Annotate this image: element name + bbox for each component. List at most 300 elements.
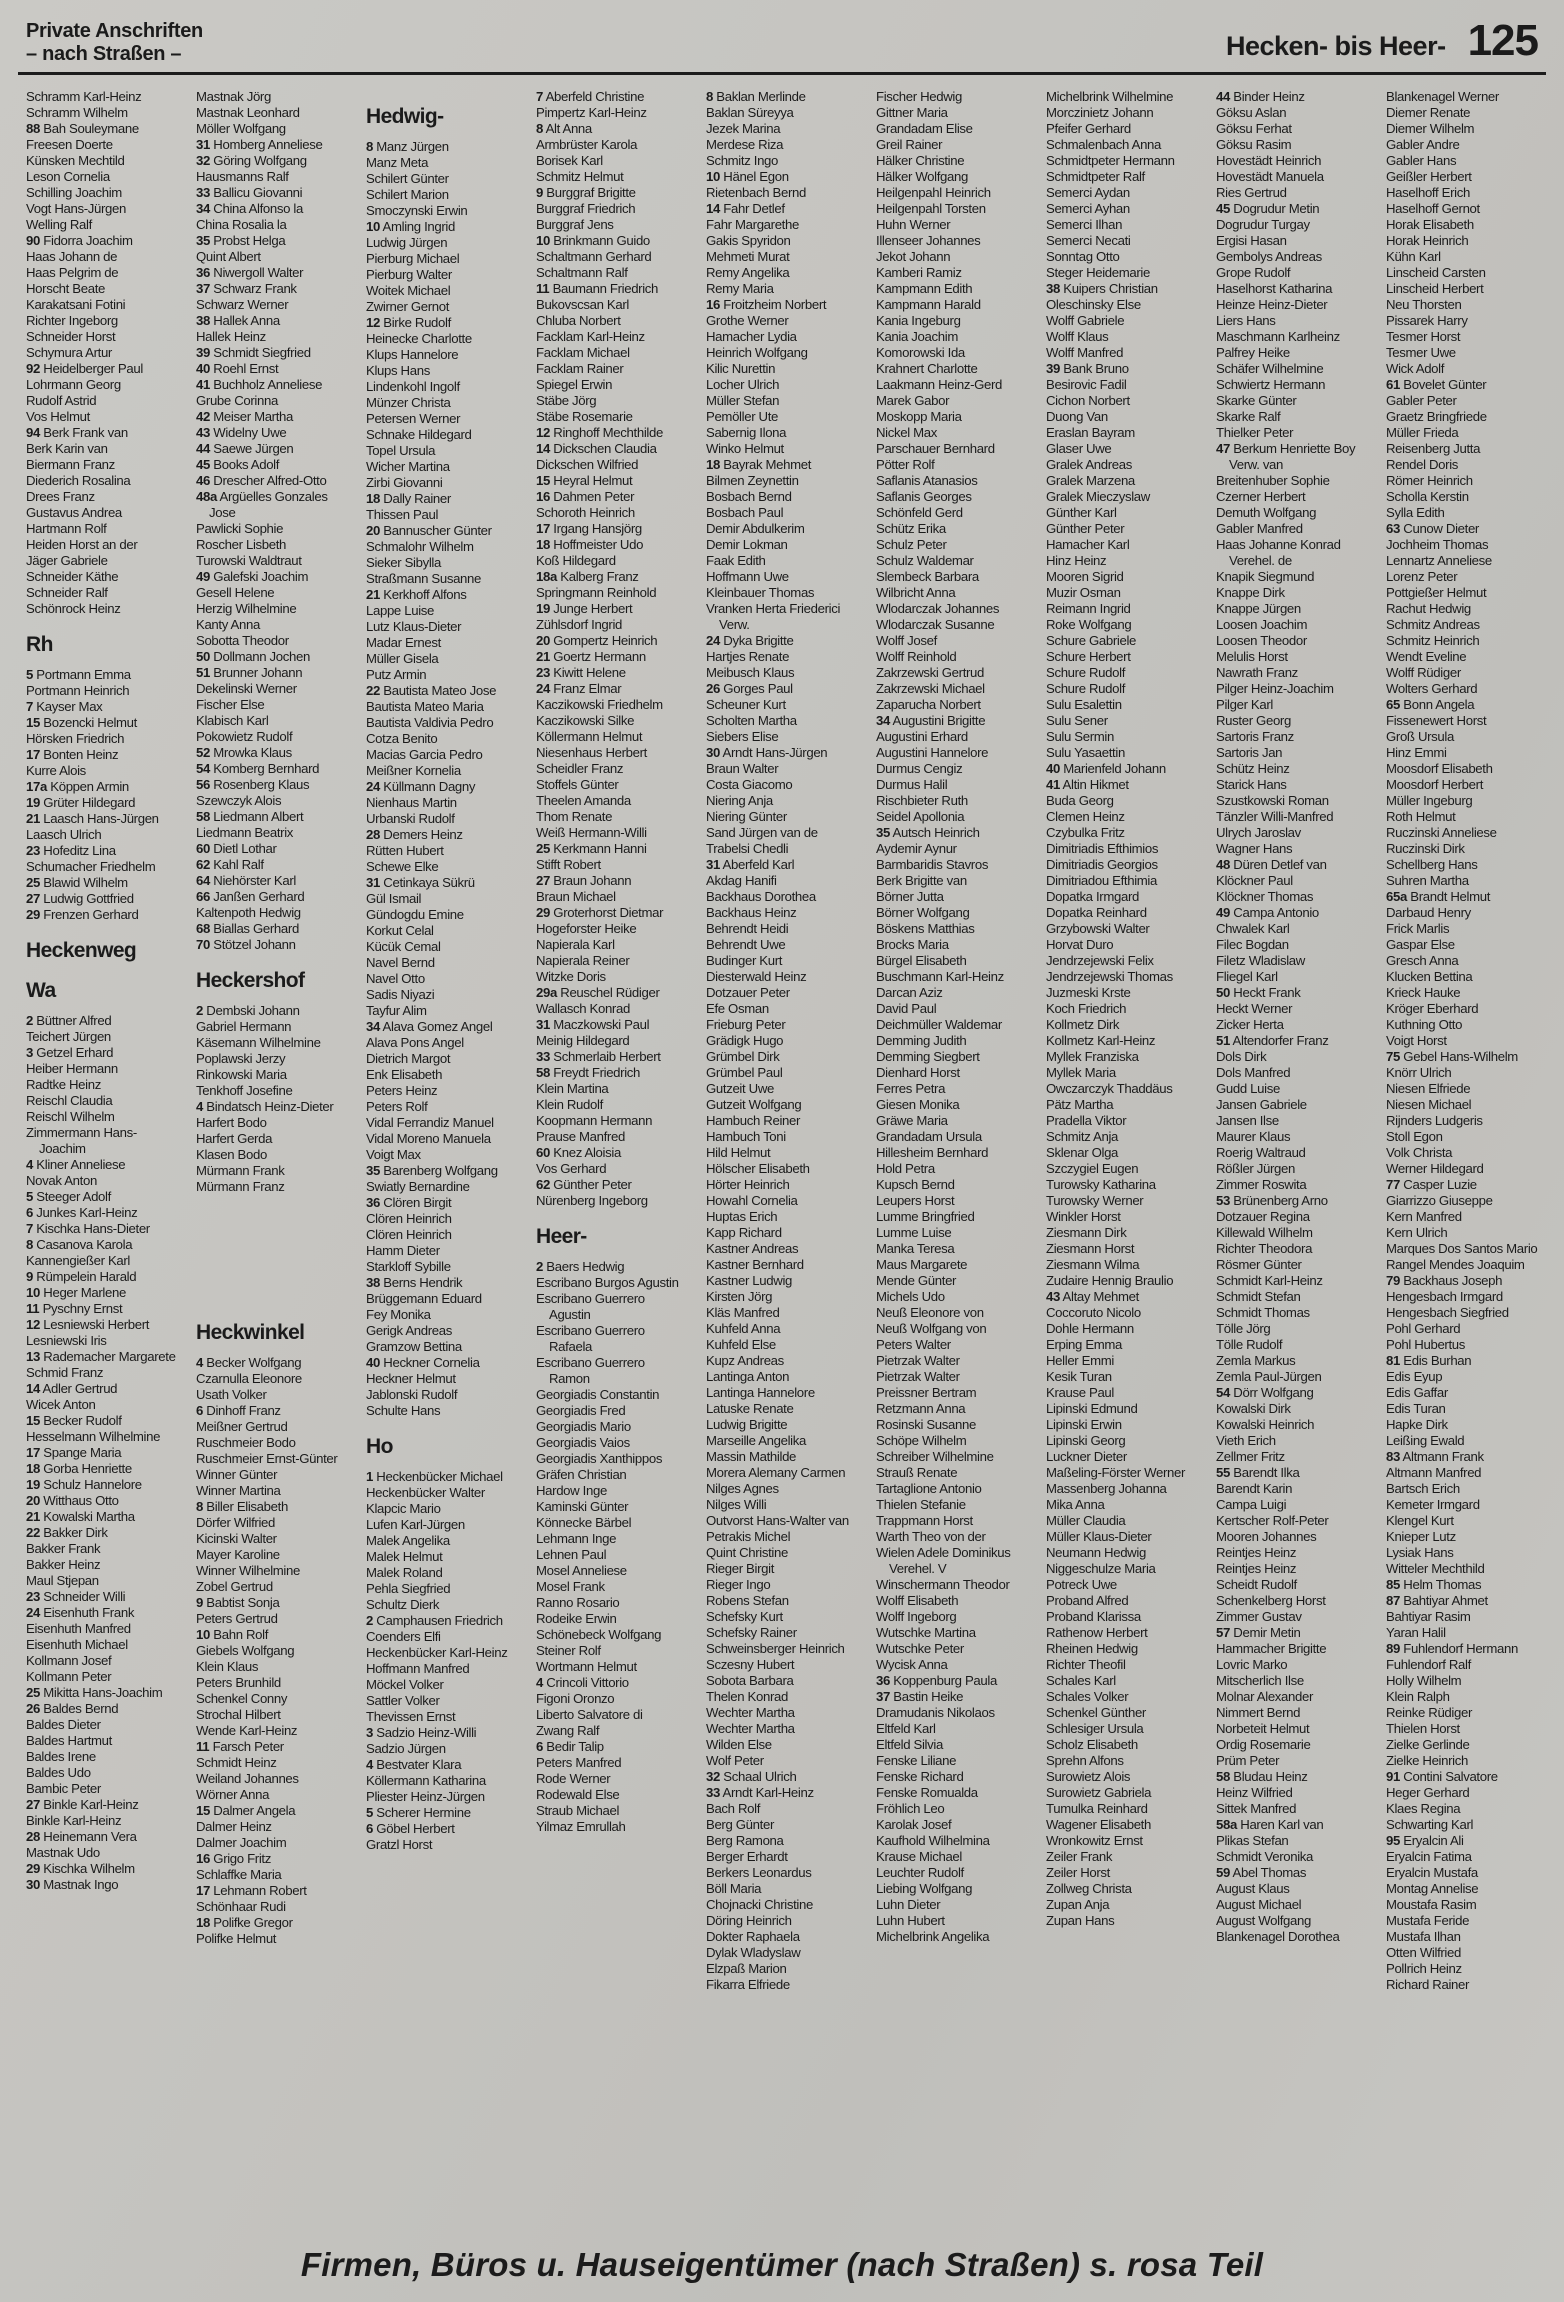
directory-entry: 26 Baldes Bernd [26,1701,119,1716]
footer-note: Firmen, Büros u. Hauseigentümer (nach Straßen) s. rosa Teil [300,2246,1264,2283]
directory-entry: Dietrich Margot [366,1051,451,1066]
house-number: 28 [26,1829,40,1844]
directory-entry: 15 Heyral Helmut [536,473,633,488]
house-number: 16 [196,1851,210,1866]
directory-entry: Sklenar Olga [1046,1145,1119,1160]
directory-entry: August Klaus [1216,1881,1290,1896]
house-number: 54 [196,761,210,776]
directory-entry: Graetz Bringfriede [1386,409,1487,424]
directory-entry: Vidal Ferrandiz Manuel [366,1115,494,1130]
directory-entry: Eraslan Bayram [1046,425,1135,440]
directory-entry: Rijnders Ludgeris [1386,1113,1483,1128]
directory-entry: Plikas Stefan [1216,1833,1289,1848]
directory-entry: Scholla Kerstin [1386,489,1469,504]
house-number: 29a [536,985,557,1000]
directory-entry: Meibusch Klaus [706,665,795,680]
directory-entry: 8 Baklan Merlinde [706,89,806,104]
house-number: 10 [706,169,720,184]
directory-entry: Rode Werner [536,1771,611,1786]
directory-entry: 29 Frenzen Gerhard [26,907,139,922]
directory-entry: Vranken Herta Friederici Verw. [706,601,841,632]
directory-entry: Jendrzejewski Thomas [1046,969,1173,984]
house-number: 9 [536,185,543,200]
house-number: 11 [196,1739,210,1754]
house-number: 8 [536,121,543,136]
directory-entry: Wagner Hans [1216,841,1293,856]
house-number: 31 [536,1017,550,1032]
directory-entry: Schaltmann Ralf [536,265,628,280]
house-number: 24 [26,1605,40,1620]
directory-entry: 62 Günther Peter [536,1177,632,1192]
directory-entry: Oleschinsky Else [1046,297,1141,312]
house-number: 10 [366,219,380,234]
directory-entry: Michelbrink Angelika [876,1929,990,1944]
directory-entry: Sand Jürgen van de [706,825,818,840]
house-number: 87 [1386,1593,1400,1608]
directory-entry: Hengesbach Siegfried [1386,1305,1509,1320]
directory-entry: 53 Brünenberg Arno [1216,1193,1328,1208]
directory-entry: 24 Dyka Brigitte [706,633,794,648]
directory-entry: Escribano Burgos Agustin [536,1275,679,1290]
directory-entry: 6 Göbel Herbert [366,1821,455,1836]
directory-entry: Schilert Marion [366,187,449,202]
directory-entry: Reintjes Heinz [1216,1545,1297,1560]
directory-entry: Hardow Inge [536,1483,607,1498]
directory-entry: Edis Eyup [1386,1369,1443,1384]
directory-entry: Roscher Lisbeth [196,537,287,552]
directory-entry: Czerner Herbert [1216,489,1306,504]
directory-entry: Merdese Riza [706,137,784,152]
directory-entry: Grädigk Hugo [706,1033,784,1048]
directory-entry: Knappe Jürgen [1216,601,1301,616]
directory-entry: Winner Günter [196,1467,278,1482]
directory-entry: Ruschmeier Bodo [196,1435,296,1450]
directory-entry: 24 Eisenhuth Frank [26,1605,135,1620]
directory-entry: 17 Spange Maria [26,1445,122,1460]
directory-entry: Urbanski Rudolf [366,811,455,826]
directory-entry: Zakrzewski Gertrud [876,665,985,680]
directory-entry: Kertscher Rolf-Peter [1216,1513,1329,1528]
directory-entry: 95 Eryalcin Ali [1386,1833,1464,1848]
directory-entry: Deichmüller Waldemar [876,1017,1002,1032]
directory-entry: Hesselmann Wilhelmine [26,1429,161,1444]
directory-entry: Lehmann Inge [536,1531,617,1546]
house-number: 15 [26,715,40,730]
directory-entry: Rendel Doris [1386,457,1459,472]
directory-entry: Vidal Moreno Manuela [366,1131,491,1146]
directory-entry: Bukovscsan Karl [536,297,629,312]
directory-entry: 21 Goertz Hermann [536,649,646,664]
house-number: 42 [196,409,210,424]
directory-entry: Schmalenbach Anna [1046,137,1162,152]
directory-entry: Maßeling-Förster Werner [1046,1465,1186,1480]
house-number: 81 [1386,1353,1400,1368]
directory-entry: Dramudanis Nikolaos [876,1705,995,1720]
directory-entry: 66 Janßen Gerhard [196,889,305,904]
directory-entry: 60 Dietl Lothar [196,841,277,856]
directory-entry: Sprehn Alfons [1046,1753,1124,1768]
directory-entry: Rudolf Astrid [26,393,97,408]
directory-entry: 92 Heidelberger Paul [26,361,143,376]
directory-entry: Hörsken Friedrich [26,731,125,746]
directory-entry: Polifke Helmut [196,1931,277,1946]
directory-entry: Diemer Wilhelm [1386,121,1475,136]
directory-entry: Korkut Celal [366,923,434,938]
directory-entry: Georgiadis Mario [536,1419,631,1434]
directory-entry: Armbrüster Karola [536,137,638,152]
house-number: 20 [536,633,550,648]
directory-entry: Wörner Anna [196,1787,270,1802]
directory-entry: Maurer Klaus [1216,1129,1291,1144]
directory-entry: 21 Kerkhoff Alfons [366,587,467,602]
directory-entry: Wende Karl-Heinz [196,1723,298,1738]
directory-entry: Darcan Aziz [876,985,943,1000]
directory-entry: Neu Thorsten [1386,297,1462,312]
directory-entry: Böskens Matthias [876,921,975,936]
directory-entry: Turowsky Katharina [1046,1177,1156,1192]
directory-entry: Baldes Hartmut [26,1733,112,1748]
directory-entry: Dylak Wladyslaw [706,1945,801,1960]
directory-entry: Dogrudur Turgay [1216,217,1310,232]
house-number: 1 [366,1469,373,1484]
directory-entry: 54 Komberg Bernhard [196,761,320,776]
house-number: 9 [196,1595,203,1610]
directory-entry: Backhaus Dorothea [706,889,816,904]
directory-entry: 45 Books Adolf [196,457,280,472]
directory-entry: 31 Aberfeld Karl [706,857,795,872]
house-number: 16 [706,297,720,312]
directory-entry: Edis Gaffar [1386,1385,1448,1400]
directory-entry: August Michael [1216,1897,1302,1912]
house-number: 40 [196,361,210,376]
house-number: 58a [1216,1817,1237,1832]
directory-entry: Navel Otto [366,971,425,986]
directory-entry: Gräwe Maria [876,1113,948,1128]
directory-entry: Rosinski Susanne [876,1417,976,1432]
directory-entry: Michelbrink Wilhelmine [1046,89,1174,104]
directory-entry: Hoffmann Uwe [706,569,789,584]
directory-entry: Gutzeit Wolfgang [706,1097,802,1112]
directory-entry: Nürenberg Ingeborg [536,1193,648,1208]
directory-entry: Neumann Hedwig [1046,1545,1146,1560]
directory-entry: Krause Michael [876,1849,962,1864]
directory-entry: Heilgenpahl Torsten [876,201,986,216]
directory-entry: Vos Gerhard [536,1161,607,1176]
directory-entry: Schultz Dierk [366,1597,440,1612]
directory-entry: Köllermann Katharina [366,1773,486,1788]
directory-entry: Kilic Nurettin [706,361,776,376]
directory-entry: 38 Berns Hendrik [366,1275,463,1290]
directory-entry: Schramm Wilhelm [26,105,128,120]
directory-entry: Vos Helmut [26,409,90,424]
directory-entry: 65a Brandt Helmut [1386,889,1491,904]
directory-entry: Horvat Duro [1046,937,1114,952]
directory-entry: 18 Dally Rainer [366,491,451,506]
directory-entry: Müller Klaus-Dieter [1046,1529,1152,1544]
directory-entry: Schweinsberger Heinrich [706,1641,845,1656]
directory-entry: Saflanis Atanasios [876,473,978,488]
directory-entry: Köllermann Helmut [536,729,643,744]
directory-entry: Rachut Hedwig [1386,601,1471,616]
directory-entry: Dimitriadis Efthimios [1046,841,1159,856]
directory-entry: Kuthning Otto [1386,1017,1463,1032]
directory-entry: 10 Amling Ingrid [366,219,455,234]
directory-entry: Coccoruto Nicolo [1046,1305,1141,1320]
directory-entry: Reinke Rüdiger [1386,1705,1472,1720]
directory-entry: Zellmer Fritz [1216,1449,1285,1464]
directory-entry: Rodeike Erwin [536,1611,617,1626]
directory-entry: Möller Wolfgang [196,121,286,136]
directory-entry: Gerigk Andreas [366,1323,452,1338]
directory-entry: 58 Liedmann Albert [196,809,304,824]
directory-entry: Demming Judith [876,1033,967,1048]
directory-entry: Wutschke Peter [876,1641,964,1656]
directory-entry: Chwalek Karl [1216,921,1290,936]
directory-entry: 28 Demers Heinz [366,827,463,842]
directory-entry: Rischbieter Ruth [876,793,968,808]
directory-entry: Massenberg Johanna [1046,1481,1167,1496]
directory-entry: Efe Osman [706,1001,769,1016]
directory-entry: Roerig Waltraud [1216,1145,1306,1160]
directory-entry: Steger Heidemarie [1046,265,1150,280]
house-number: 20 [366,523,380,538]
directory-entry: Cichon Norbert [1046,393,1130,408]
directory-entry: Eltfeld Silvia [876,1737,943,1752]
house-number: 94 [26,425,40,440]
directory-entry: Kampmann Harald [876,297,981,312]
directory-entry: 9 Rümpelein Harald [26,1269,137,1284]
directory-entry: Linscheid Herbert [1386,281,1484,296]
house-number: 7 [26,1221,33,1236]
house-number: 45 [196,457,210,472]
directory-entry: Wolff Gabriele [1046,313,1125,328]
directory-entry: Lovric Marko [1216,1657,1288,1672]
directory-entry: Massin Mathilde [706,1449,797,1464]
directory-entry: Schmidt Veronika [1216,1849,1314,1864]
directory-entry: Zielke Heinrich [1386,1753,1468,1768]
directory-entry: Mika Anna [1046,1497,1105,1512]
directory-entry: Hengesbach Irmgard [1386,1289,1503,1304]
directory-entry: Witzke Doris [536,969,606,984]
house-number: 79 [1386,1273,1400,1288]
directory-entry: 65 Bonn Angela [1386,697,1475,712]
house-number: 33 [536,1049,550,1064]
house-number: 27 [26,1797,40,1812]
directory-entry: Ruczinski Anneliese [1386,825,1497,840]
directory-entry: Hamm Dieter [366,1243,440,1258]
house-number: 32 [706,1769,720,1784]
directory-entry: Grube Corinna [196,393,278,408]
directory-entry: Klaes Regina [1386,1801,1461,1816]
directory-entry: Linscheid Carsten [1386,265,1486,280]
directory-entry: Müller Claudia [1046,1513,1126,1528]
directory-entry: Klein Rudolf [536,1097,603,1112]
directory-entry: Schales Volker [1046,1689,1129,1704]
directory-entry: Kupsch Bernd [876,1177,955,1192]
directory-entry: Sylla Edith [1386,505,1445,520]
directory-entry: Lindenkohl Ingolf [366,379,460,394]
directory-entry: Hambuch Reiner [706,1113,801,1128]
house-number: 31 [196,137,210,152]
directory-entry: Kemeter Irmgard [1386,1497,1480,1512]
directory-entry: Koch Friedrich [1046,1001,1127,1016]
directory-entry: Schewe Elke [366,859,439,874]
directory-entry: Mayer Karoline [196,1547,280,1562]
directory-entry: Liers Hans [1216,313,1276,328]
directory-entry: Burggraf Jens [536,217,614,232]
directory-entry: Schmidt Stefan [1216,1289,1301,1304]
directory-entry: Zwirner Gernot [366,299,450,314]
directory-entry: Huptas Erich [706,1209,778,1224]
street-heading: Heer- [536,1225,587,1248]
directory-entry: Berg Günter [706,1817,774,1832]
house-number: 39 [196,345,210,360]
directory-entry: Georgiadis Constantin [536,1387,660,1402]
directory-entry: Demir Abdulkerim [706,521,805,536]
directory-entry: Berk Karin van [26,441,108,456]
directory-entry: Heinecke Charlotte [366,331,472,346]
directory-entry: Durmus Halil [876,777,948,792]
directory-entry: Gembolys Andreas [1216,249,1322,264]
house-number: 51 [196,665,210,680]
directory-entry: Dopatka Irmgard [1046,889,1139,904]
directory-entry: Schure Gabriele [1046,633,1137,648]
directory-entry: Nilges Willi [706,1497,767,1512]
directory-entry: Sonntag Otto [1046,249,1120,264]
directory-entry: China Rosalia la [196,217,287,232]
directory-entry: Kollmetz Dirk [1046,1017,1120,1032]
directory-entry: Horak Heinrich [1386,233,1469,248]
street-heading: Heckwinkel [196,1321,305,1344]
directory-entry: Pradella Viktor [1046,1113,1127,1128]
directory-entry: 15 Dalmer Angela [196,1803,296,1818]
directory-entry: Borisek Karl [536,153,603,168]
directory-entry: 20 Gompertz Heinrich [536,633,658,648]
directory-columns [0,75,1564,1993]
directory-entry: Michels Udo [876,1289,945,1304]
directory-entry: Lantinga Hannelore [706,1385,815,1400]
directory-entry: Heckt Werner [1216,1001,1293,1016]
directory-entry: Kampmann Edith [876,281,973,296]
directory-entry: Stoffels Günter [536,777,619,792]
directory-entry: 11 Pyschny Ernst [26,1301,123,1316]
directory-entry: Yilmaz Emrullah [536,1819,626,1834]
directory-entry: Pötter Rolf [876,457,935,472]
title-line2: – nach Straßen – [26,43,182,65]
directory-entry: Schütz Heinz [1216,761,1290,776]
street-heading: Ho [366,1435,393,1458]
directory-entry: 54 Dörr Wolfgang [1216,1385,1314,1400]
directory-entry: 64 Niehörster Karl [196,873,296,888]
house-number: 35 [366,1163,380,1178]
directory-entry: Bach Rolf [706,1801,761,1816]
directory-entry: Pfeifer Gerhard [1046,121,1131,136]
directory-entry: Münzer Christa [366,395,451,410]
directory-entry: Budinger Kurt [706,953,783,968]
directory-entry: Grothe Werner [706,313,789,328]
directory-entry: Vogt Hans-Jürgen [26,201,126,216]
directory-entry: Steiner Rolf [536,1643,601,1658]
directory-entry: Nawrath Franz [1216,665,1298,680]
directory-entry: Loosen Joachim [1216,617,1308,632]
directory-entry: Wicher Martina [366,459,450,474]
directory-column [536,89,688,1993]
directory-entry: Zimmer Gustav [1216,1609,1302,1624]
directory-entry: Knapik Siegmund [1216,569,1315,584]
directory-entry: Roth Helmut [1386,809,1456,824]
house-number: 48a [196,489,217,504]
directory-entry: Liberto Salvatore di [536,1707,643,1722]
house-number: 4 [26,1157,33,1172]
directory-entry: Komorowski Ida [876,345,965,360]
house-number: 32 [196,153,210,168]
directory-entry: 4 Becker Wolfgang [196,1355,302,1370]
directory-entry: Hälker Christine [876,153,965,168]
directory-entry: Barmbaridis Stavros [876,857,989,872]
house-number: 34 [196,201,210,216]
directory-entry: Kücük Cemal [366,939,441,954]
directory-entry: 38 Kuipers Christian [1046,281,1158,296]
directory-entry: Leupers Horst [876,1193,955,1208]
directory-entry: Hoffmann Manfred [366,1661,470,1676]
directory-entry: Nienhaus Martin [366,795,457,810]
directory-entry: Kowalski Dirk [1216,1401,1291,1416]
directory-entry: Schönrock Heinz [26,601,121,616]
house-number: 88 [26,121,40,136]
directory-entry: Gabler Peter [1386,393,1457,408]
directory-entry: Knappe Dirk [1216,585,1285,600]
directory-entry: Schwarz Werner [196,297,289,312]
house-number: 50 [196,649,210,664]
directory-entry: Brocks Maria [876,937,949,952]
directory-entry: Kamberi Ramiz [876,265,962,280]
directory-entry: Prüm Peter [1216,1753,1280,1768]
house-number: 25 [536,841,550,856]
directory-entry: Göksu Aslan [1216,105,1287,120]
directory-entry: 58a Haren Karl van [1216,1817,1324,1832]
directory-entry: Koß Hildegard [536,553,616,568]
directory-entry: Starick Hans [1216,777,1287,792]
house-number: 44 [1216,89,1230,104]
directory-entry: Sulu Yasaettin [1046,745,1125,760]
directory-entry: Nilges Agnes [706,1481,779,1496]
directory-entry: Sadzio Jürgen [366,1741,446,1756]
directory-entry: 1 Heckenbücker Michael [366,1469,503,1484]
directory-entry: Winschermann Theodor [876,1577,1010,1592]
house-number: 26 [26,1701,40,1716]
directory-entry: Wlodarczak Susanne [876,617,995,632]
directory-entry: Grandadam Ursula [876,1129,982,1144]
directory-entry: Dols Dirk [1216,1049,1267,1064]
directory-entry: Neuß Wolfgang von [876,1321,987,1336]
house-number: 24 [536,681,550,696]
directory-entry: Rösmer Günter [1216,1257,1302,1272]
house-number: 54 [1216,1385,1230,1400]
directory-entry: Morera Alemany Carmen [706,1465,846,1480]
directory-entry: Brüggemann Eduard [366,1291,482,1306]
directory-entry: Kaufhold Wilhelmina [876,1833,990,1848]
directory-entry: Wycisk Anna [876,1657,948,1672]
directory-entry: 8 Biller Elisabeth [196,1499,288,1514]
directory-entry: Müller Ingeburg [1386,793,1473,808]
directory-entry: Surowietz Alois [1046,1769,1131,1784]
house-number: 16 [536,489,550,504]
directory-entry: Semerci Necati [1046,233,1131,248]
page-title [26,20,203,66]
directory-entry: Tesmer Uwe [1386,345,1456,360]
directory-entry: 12 Birke Rudolf [366,315,451,330]
directory-entry: Marques Dos Santos Mario [1386,1241,1538,1256]
